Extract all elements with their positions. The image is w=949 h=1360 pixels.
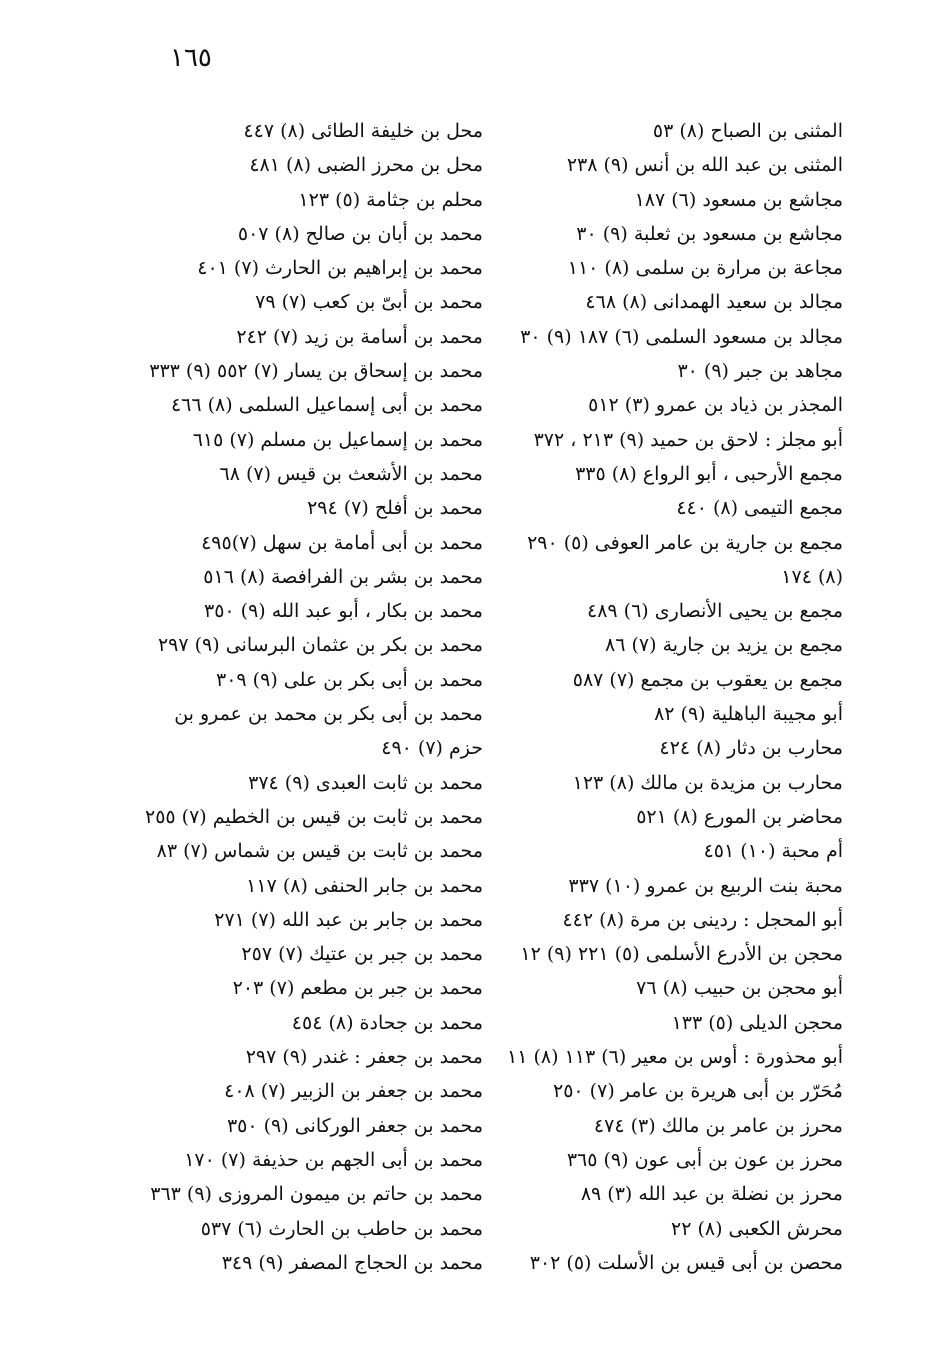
page-number: ١٦٥	[170, 43, 212, 73]
index-entry: محمد بن إبراهيم بن الحارث (٧) ٤٠١	[197, 257, 483, 280]
index-entry: محرز بن نضلة بن عبد الله (٣) ٨٩	[580, 1183, 843, 1206]
index-entry: مجاهد بن جبر (٩) ٣٠	[677, 360, 843, 383]
index-entry: محمد بن أبى أمامة بن سهل (٧)٤٩٥	[201, 531, 483, 554]
index-entry: أبو محجن بن حبيب (٨) ٧٦	[636, 977, 843, 1000]
index-entry: محل بن خليفة الطائى (٨) ٤٤٧	[243, 120, 483, 142]
index-entry: مجمع بن يعقوب بن مجمع (٧) ٥٨٧	[572, 668, 843, 691]
index-column-left	[145, 114, 483, 1280]
index-entry: محمد بن جعفر : غندر (٩) ٢٩٧	[245, 1046, 483, 1069]
index-entry: محل بن محرز الضبى (٨) ٤٨١	[249, 154, 483, 177]
index-entry: محمد بن إسماعيل بن مسلم (٧) ٦١٥	[192, 428, 483, 451]
index-entry: مُحَرّر بن أبى هريرة بن عامر (٧) ٢٥٠	[553, 1080, 843, 1103]
index-entry: محمد بن ثابت بن قيس بن شماس (٧) ٨٣	[156, 840, 483, 863]
index-entry: أبو مجيبة الباهلية (٩) ٨٢	[654, 703, 843, 726]
index-entry: محبة بنت الربيع بن عمرو (١٠) ٣٣٧	[568, 874, 843, 897]
index-entry: محمد بن أبان بن صالح (٨) ٥٠٧	[237, 222, 483, 245]
index-entry: مجمع بن يزيد بن جارية (٧) ٨٦	[605, 634, 843, 657]
index-entry: محمد بن جعفر الوركانى (٩) ٣٥٠	[226, 1114, 483, 1137]
index-entry: محمد بن حاطب بن الحارث (٦) ٥٣٧	[200, 1217, 483, 1240]
index-entry: محاضر بن المورع (٨) ٥٢١	[636, 805, 843, 828]
index-entry: محجن الديلى (٥) ١٣٣	[671, 1011, 843, 1034]
index-entry: محمد بن أبى إسماعيل السلمى (٨) ٤٦٦	[170, 394, 483, 417]
index-entry: محمد بن إسحاق بن يسار (٧) ٥٥٢ (٩) ٣٣٣	[149, 360, 483, 383]
index-entry: مجالد بن سعيد الهمدانى (٨) ٤٦٨	[585, 291, 843, 314]
index-entry: محرز بن عامر بن مالك (٣) ٤٧٤	[593, 1114, 843, 1137]
index-entry: محمد بن أبىّ بن كعب (٧) ٧٩	[255, 291, 483, 314]
index-entry: محمد بن أسامة بن زيد (٧) ٢٤٢	[236, 325, 483, 348]
index-entry: محمد بن بشر بن الفرافصة (٨) ٥١٦	[203, 565, 483, 588]
index-entry: محجن بن الأدرع الأسلمى (٥) ٢٢١ (٩) ١٢	[520, 943, 843, 966]
index-entry: مجالد بن مسعود السلمى (٦) ١٨٧ (٩) ٣٠	[520, 325, 843, 348]
index-entry: محمد بن الحجاج المصفر (٩) ٣٤٩	[221, 1251, 483, 1274]
index-column-right	[503, 114, 843, 1280]
index-entry: محمد بن بكار ، أبو عبد الله (٩) ٣٥٠	[204, 600, 483, 623]
index-entry: محمد بن أبى بكر بن محمد بن عمرو بن حزم (٧) ٤٩٠	[174, 703, 483, 760]
index-entry: محرز بن عون بن أبى عون (٩) ٣٦٥	[566, 1148, 843, 1171]
index-entry: المجذر بن ذياد بن عمرو (٣) ٥١٢	[588, 394, 843, 417]
index-entry: محمد بن جابر الحنفى (٨) ١١٧	[246, 874, 483, 897]
index-entry: محلم بن جثامة (٥) ١٢٣	[298, 188, 483, 211]
index-entry: مجاشع بن مسعود بن ثعلبة (٩) ٣٠	[576, 222, 843, 245]
index-entry: مجمع الأرحبى ، أبو الرواع (٨) ٣٣٥	[575, 462, 843, 485]
index-entry: محمد بن جابر بن عبد الله (٧) ٢٧١	[214, 908, 483, 931]
index-entry: مجمع بن جارية بن عامر العوفى (٥) ٢٩٠ (٨) ١٧٤	[527, 531, 843, 588]
index-entry: مجاشع بن مسعود (٦) ١٨٧	[634, 188, 843, 211]
index-entry: محمد بن جعفر بن الزبير (٧) ٤٠٨	[224, 1080, 483, 1103]
index-entry: المثنى بن الصباح (٨) ٥٣	[652, 120, 843, 142]
index-entry: محصن بن أبى قيس بن الأسلت (٥) ٣٠٢	[529, 1251, 843, 1274]
index-entry: مجمع التيمى (٨) ٤٤٠	[676, 497, 843, 520]
index-entry: محمد بن ثابت العبدى (٩) ٣٧٤	[248, 771, 483, 794]
index-entry: محمد بن جبر بن عتيك (٧) ٢٥٧	[241, 943, 483, 966]
index-entry: محرش الكعبى (٨) ٢٢	[670, 1217, 843, 1240]
index-entry: محمد بن بكر بن عثمان البرسانى (٩) ٢٩٧	[157, 634, 483, 657]
index-entry: مجاعة بن مرارة بن سلمى (٨) ١١٠	[567, 257, 843, 280]
index-entry: محمد بن أبى بكر بن على (٩) ٣٠٩	[216, 668, 483, 691]
index-entry: أبو محذورة : أوس بن معير (٦) ١١٣ (٨) ١١	[507, 1046, 843, 1069]
index-entry: محارب بن مزيدة بن مالك (٨) ١٢٣	[572, 771, 843, 794]
index-entry: محمد بن حاتم بن ميمون المروزى (٩) ٣٦٣	[150, 1183, 483, 1206]
index-entry: محارب بن دثار (٨) ٤٢٤	[659, 737, 843, 760]
index-entry: محمد بن ثابت بن قيس بن الخطيم (٧) ٢٥٥	[145, 805, 483, 828]
index-entry: محمد بن الأشعث بن قيس (٧) ٦٨	[219, 462, 483, 485]
index-entry: أم محبة (١٠) ٤٥١	[703, 840, 843, 863]
index-entry: محمد بن أفلح (٧) ٢٩٤	[307, 497, 483, 520]
index-entry: محمد بن جحادة (٨) ٤٥٤	[291, 1011, 483, 1034]
index-entry: محمد بن أبى الجهم بن حذيفة (٧) ١٧٠	[184, 1148, 483, 1171]
index-entry: المثنى بن عبد الله بن أنس (٩) ٢٣٨	[566, 154, 843, 177]
index-entry: محمد بن جبر بن مطعم (٧) ٢٠٣	[232, 977, 483, 1000]
index-entry: أبو مجلز : لاحق بن حميد (٩) ٢١٣ ، ٣٧٢	[533, 428, 843, 451]
index-entry: أبو المحجل : ردينى بن مرة (٨) ٤٤٢	[562, 908, 843, 931]
index-entry: مجمع بن يحيى الأنصارى (٦) ٤٨٩	[587, 600, 843, 623]
